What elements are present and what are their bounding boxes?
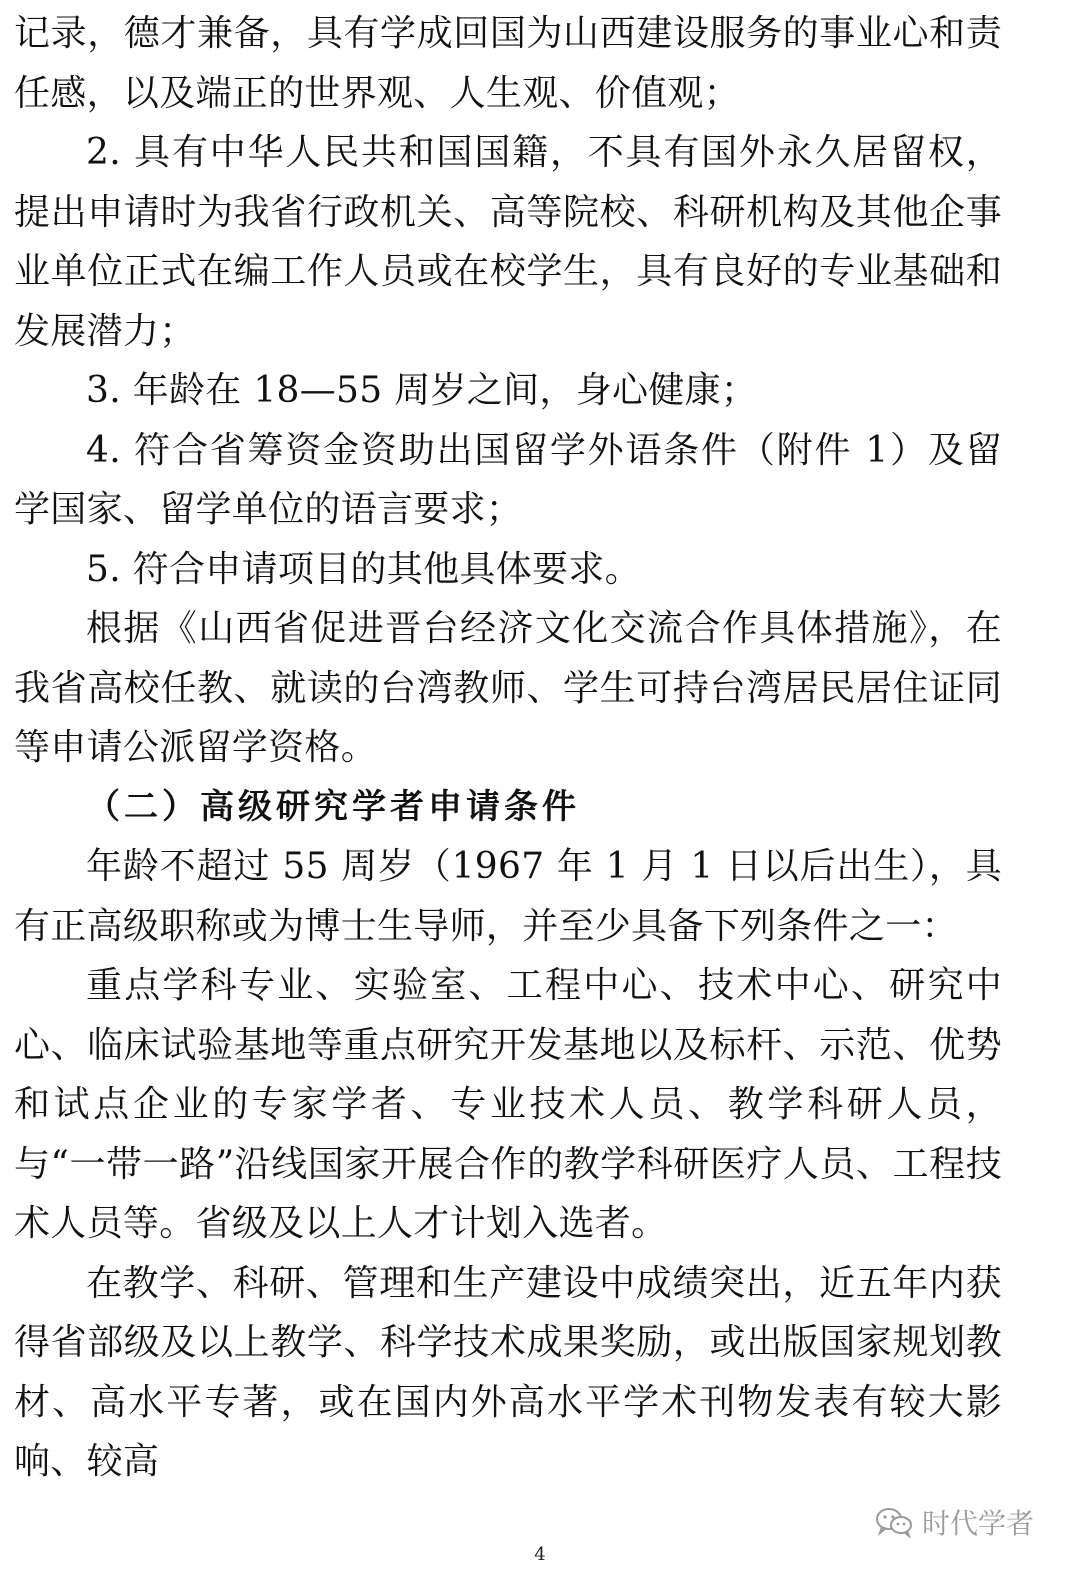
watermark (874, 1500, 1034, 1544)
paragraph-taiwan: 根据《山西省促进晋台经济文化交流合作具体措施》，在我省高校任教、就读的台湾教师、学生可持台湾居民居住证同等申请公派留学资格。 (14, 608, 1002, 768)
paragraph-item-2: 2. 具有中华人民共和国国籍，不具有国外永久居留权，提出申请时为我省行政机关、高等院校、科研机构及其他企事业单位正式在编工作人员或在校学生，具有良好的专业基础和发展潜力； (14, 132, 1002, 352)
paragraph-condition-1: 重点学科专业、实验室、工程中心、技术中心、研究中心、临床试验基地等重点研究开发基地以及标杆、示范、优势和试点企业的专家学者、专业技术人员、教学科研人员，与“一带一路”沿线国家开展合作的教学科研医疗人员、工程技术人员等。省级及以上人才计划入选者。 (14, 965, 1002, 1244)
page-number: 4 (534, 1544, 546, 1565)
document-body (14, 4, 1002, 1492)
paragraph-condition-2: 在教学、科研、管理和生产建设中成绩突出，近五年内获得省部级及以上教学、科学技术成果奖励，或出版国家规划教材、高水平专著，或在国内外高水平学术刊物发表有较大影响、较高 (14, 1262, 1002, 1482)
wechat-icon (874, 1506, 914, 1538)
paragraph-item-4: 4. 符合省筹资金资助出国留学外语条件（附件 1）及留学国家、留学单位的语言要求； (14, 429, 1002, 530)
paragraph-item-3: 3. 年龄在 18—55 周岁之间，身心健康； (86, 370, 758, 411)
paragraph: 记录，德才兼备，具有学成回国为山西建设服务的事业心和责任感，以及端正的世界观、人生观、价值观； (14, 13, 1002, 114)
section-heading: （二）高级研究学者申请条件 (86, 786, 580, 827)
paragraph-item-5: 5. 符合申请项目的其他具体要求。 (86, 548, 641, 590)
watermark-text: 时代学者 (921, 1507, 1034, 1540)
paragraph-age-requirement: 年龄不超过 55 周岁（1967 年 1 月 1 日以后出生），具有正高级职称或为博士生导师，并至少具备下列条件之一： (14, 846, 1002, 947)
